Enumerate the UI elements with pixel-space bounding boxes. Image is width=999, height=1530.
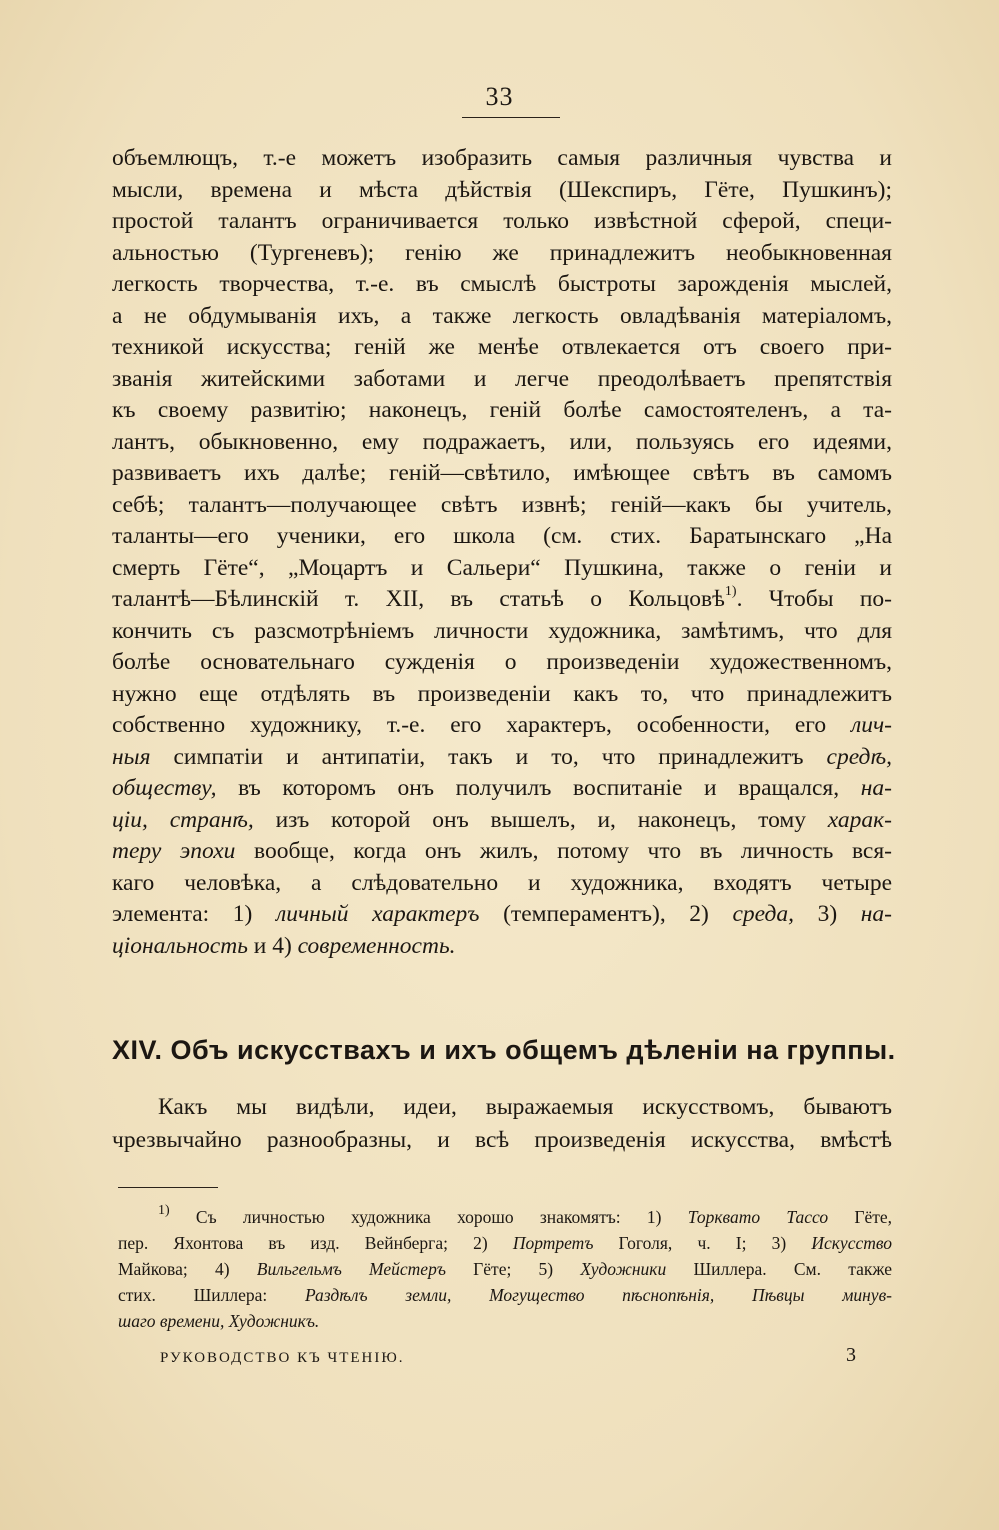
text-line: каго человѣка, а слѣдовательно и художника, входятъ четыре [112, 869, 892, 896]
text-line: лантъ, обыкновенно, ему подражаетъ, или, пользуясь его идеями, [112, 428, 892, 455]
text-line: техникой искусства; геній же менѣе отвлекается отъ своего при- [112, 334, 892, 360]
text-line: легкость творчества, т.-е. въ смыслѣ быстроты зарожденія мыслей, [112, 271, 892, 297]
text-line: таланты—его ученики, его школа (см. стих. Баратынскаго „На [112, 523, 892, 549]
text-line: званія житейскими заботами и легче преодолѣваетъ препятствія [112, 365, 892, 392]
text-line: къ своему развитію; наконецъ, геній болѣе самостоятеленъ, а та- [112, 397, 892, 423]
text-line: теру эпохи вообще, когда онъ жилъ, потому что въ личность вся- [112, 838, 892, 864]
page-number-rule [462, 117, 560, 118]
second-paragraph [112, 1091, 892, 1157]
footnote-mark: 1) [158, 1203, 170, 1219]
signature-number: 3 [846, 1344, 856, 1366]
text-line: мысли, времена и мѣста дѣйствія (Шекспиръ, Гёте, Пушкинъ); [112, 176, 892, 203]
text-line: болѣе основательнаго сужденія о произведеніи художественномъ, [112, 649, 892, 675]
footnote-line: шаго времени, Художникъ. [118, 1311, 320, 1331]
text-line: себѣ; талантъ—получающее свѣтъ извнѣ; геній—какъ бы учитель, [112, 491, 892, 518]
text-line: альностью (Тургеневъ); генію же принадлежитъ необыкновенная [112, 239, 892, 266]
text-line: кончить съ разсмотрѣніемъ личности художника, замѣтимъ, что для [112, 617, 892, 644]
footnote-line: Майкова; 4) Вильгельмъ Мейстеръ Гёте; 5) Художники Шиллера. См. также [118, 1259, 892, 1279]
text-line: талантѣ—Бѣлинскій т. XII, въ статьѣ о Кольцовѣ$^{1)}$. Чтобы по- [112, 584, 892, 612]
main-paragraph [112, 143, 892, 962]
printer-signature: РУКОВОДСТВО КЪ ЧТЕНІЮ. [160, 1350, 405, 1366]
text-line: ныя симпатіи и антипатіи, такъ и то, что принадлежитъ средѣ, [112, 743, 892, 770]
text-line: элемента: 1) личный характеръ (темпераментъ), 2) среда, 3) на- [112, 901, 892, 927]
text-line: развиваетъ ихъ далѣе; геній—свѣтило, имѣющее свѣтъ въ самомъ [112, 460, 892, 486]
footnote [118, 1204, 892, 1334]
footnote-line: стих. Шиллера: Раздѣлъ земли, Могущество пѣснопѣнія, Пѣвцы минув- [118, 1285, 892, 1305]
text-line: собственно художнику, т.-е. его характеръ, особенности, его лич- [112, 712, 892, 738]
text-line: нужно еще отдѣлять въ произведеніи какъ то, что принадлежитъ [112, 680, 892, 707]
section-heading: XIV. Объ искусствахъ и ихъ общемъ дѣленіи на группы. [112, 1035, 896, 1065]
footnote-rule [118, 1187, 218, 1188]
page-number: 33 [485, 82, 514, 111]
text-line: простой талантъ ограничивается только извѣстной сферой, специ- [112, 208, 892, 234]
text-line: объемлющъ, т.-е можетъ изобразить самыя различныя чувства и [112, 145, 892, 171]
footnote-line: пер. Яхонтова въ изд. Вейнберга; 2) Портретъ Гоголя, ч. I; 3) Искусство [118, 1233, 892, 1253]
footnote-ref: 1) [724, 584, 737, 600]
footnote-line: $^{1)}$ Съ личностью художника хорошо знакомятъ: 1) Торквато Тассо Гёте, [158, 1203, 892, 1227]
text-line: обществу, въ которомъ онъ получилъ воспитаніе и вращался, на- [112, 775, 892, 801]
text-line: чрезвычайно разнообразны, и всѣ произведенія искусства, вмѣстѣ [112, 1127, 892, 1153]
text-line: Какъ мы видѣли, идеи, выражаемыя искусствомъ, бываютъ [158, 1094, 892, 1120]
text-line: ціи, странѣ, изъ которой онъ вышелъ, и, наконецъ, тому харак- [112, 806, 892, 833]
text-line: а не обдумыванія ихъ, а также легкость овладѣванія матеріаломъ, [112, 302, 892, 329]
text-line: ціональность и 4) современность. [112, 932, 456, 959]
text-line: смерть Гёте“, „Моцартъ и Сальери“ Пушкина, также о геніи и [112, 554, 892, 581]
